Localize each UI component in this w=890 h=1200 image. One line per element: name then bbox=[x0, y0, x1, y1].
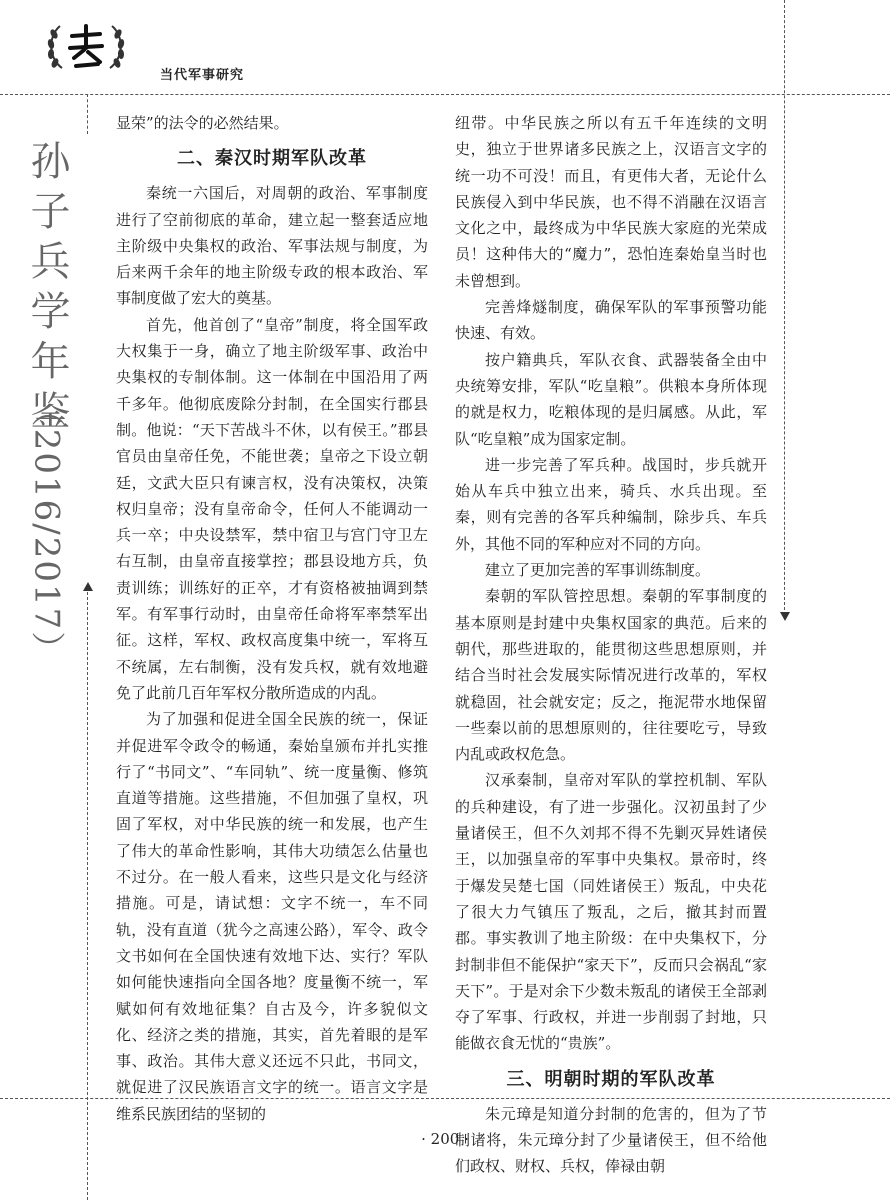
section-name: 当代军事研究 bbox=[160, 68, 245, 83]
side-title: 孙子兵学年鉴 bbox=[24, 140, 70, 440]
right-column bbox=[455, 110, 767, 1180]
section-heading: 三、明朝时期的军队改革 bbox=[506, 1068, 716, 1090]
left-dashed-guide bbox=[87, 592, 88, 1200]
left-column bbox=[116, 110, 428, 1127]
left-dashed-guide-top bbox=[87, 94, 88, 134]
section-heading: 二、秦汉时期军队改革 bbox=[177, 148, 367, 170]
down-arrow-icon bbox=[780, 612, 790, 621]
journal-logo bbox=[40, 18, 132, 78]
paragraph: 秦朝的军队管控思想。秦朝的军事制度的基本原则是封建中央集权国家的典范。后来的朝代，那些进取的，能贯彻这些思想原则，并结合当时社会发展实际情况进行改革的，军权就稳固，社会就安定；反之，拖泥带水地保留一些秦以前的思想原则的，往往要吃亏，导致内乱或政权危急。 bbox=[455, 587, 767, 764]
header-dashed-rule bbox=[0, 94, 890, 95]
paragraph: 进一步完善了军兵种。战国时，步兵就开始从车兵中独立出来，骑兵、水兵出现。至秦，则有完善的各军兵种编制，除步兵、车兵外，其他不同的军种应对不同的方向。 bbox=[455, 455, 767, 553]
paragraph: 建立了更加完善的军事训练制度。 bbox=[485, 561, 711, 580]
side-year bbox=[26, 392, 72, 668]
page-number: · 200 · bbox=[421, 1130, 469, 1148]
up-arrow-icon bbox=[83, 582, 93, 591]
paragraph: 完善烽燧制度，确保军队的军事预警功能快速、有效。 bbox=[455, 298, 767, 343]
paragraph: 朱元璋是知道分封制的危害的，但为了节制诸将，朱元璋分封了少量诸侯王，但不给他们政权、财权、兵权，俸禄由朝 bbox=[455, 1104, 767, 1176]
paragraph: 秦统一六国后，对周朝的政治、军事制度进行了空前彻底的革命，建立起一整套适应地主阶级中央集权的政治、军事法规与制度，为后来两千余年的地主阶级专政的根本政治、军事制度做了宏大的奠基。 bbox=[116, 184, 428, 308]
right-dashed-guide bbox=[784, 0, 785, 610]
paragraph: 按户籍典兵，军队衣食、武器装备全由中央统筹安排，军队“吃皇粮”。供粮本身所体现的就是权力，吃粮体现的是归属感。从此，军队“吃皇粮”成为国家定制。 bbox=[455, 350, 767, 448]
paragraph: 首先，他首创了“皇帝”制度，将全国军政大权集于一身，确立了地主阶级军事、政治中央集权的专制体制。这一体制在中国沿用了两千多年。他彻底废除分封制，在全国实行郡县制。他说：“天下苦战斗不休，以有侯王。”郡县官员由皇帝任免，不能世袭；皇帝之下设立朝廷，文武大臣只有谏言权，没有决策权，决策权归皇帝；没有皇帝命令，任何人不能调动一兵一卒；中央设禁军，禁中宿卫与宫门守卫左右互制，由皇帝直接掌控；郡县设地方兵，负责训练；训练好的正卒，才有资格被抽调到禁军。有军事行动时，由皇帝任命将军率禁军出征。这样，军权、政权高度集中统一，军将互不统属，左右制衡，没有发兵权，就有效地避免了此前几百年军权分散所造成的内乱。 bbox=[116, 315, 428, 702]
side-year-text: （2016/2017） bbox=[26, 392, 67, 668]
paragraph: 纽带。中华民族之所以有五千年连续的文明史，独立于世界诸多民族之上，汉语言文字的统一功不可没！而且，有更伟大者，无论什么民族侵入到中华民族，也不得不消融在汉语言文化之中，最终成为中华民族大家庭的光荣成员！这种伟大的“魔力”，恐怕连秦始皇当时也未曾想到。 bbox=[455, 114, 767, 290]
paragraph: 为了加强和促进全国全民族的统一，保证并促进军令政令的畅通，秦始皇颁布并扎实推行了“书同文”、“车同轨”、统一度量衡、修筑直道等措施。这些措施，不但加强了皇权，巩固了军权，对中华民族的统一和发展，也产生了伟大的革命性影响，其伟大功绩怎么估量也不过分。在一般人看来，这些只是文化与经济措施。可是，请试想：文字不统一，车不同轨，没有直道（犹今之高速公路），军令、政令文书如何在全国快速有效地下达、实行？军队如何能快速指向全国各地？度量衡不统一，军赋如何有效地征集？自古及今，许多貌似文化、经济之类的措施，其实，首先着眼的是军事、政治。其伟大意义还远不只此，书同文，就促进了汉民族语言文字的统一。语言文字是维系民族团结的坚韧的 bbox=[116, 710, 428, 1123]
paragraph: 显荣”的法令的必然结果。 bbox=[116, 114, 289, 132]
paragraph: 汉承秦制，皇帝对军队的掌控机制、军队的兵种建设，有了进一步强化。汉初虽封了少量诸侯王，但不久刘邦不得不先剿灭异姓诸侯王，以加强皇帝的军事中央集权。景帝时，终于爆发吴楚七国（同姓诸侯王）叛乱，中央花了很大力气镇压了叛乱，之后，撤其封而置郡。事实教训了地主阶级：在中央集权下，分封制非但不能保护“家天下”，反而只会祸乱“家天下”。于是对余下少数未叛乱的诸侯王全部剥夺了军事、行政权，并进一步削弱了封地，只能做衣食无忧的“贵族”。 bbox=[455, 771, 767, 1053]
